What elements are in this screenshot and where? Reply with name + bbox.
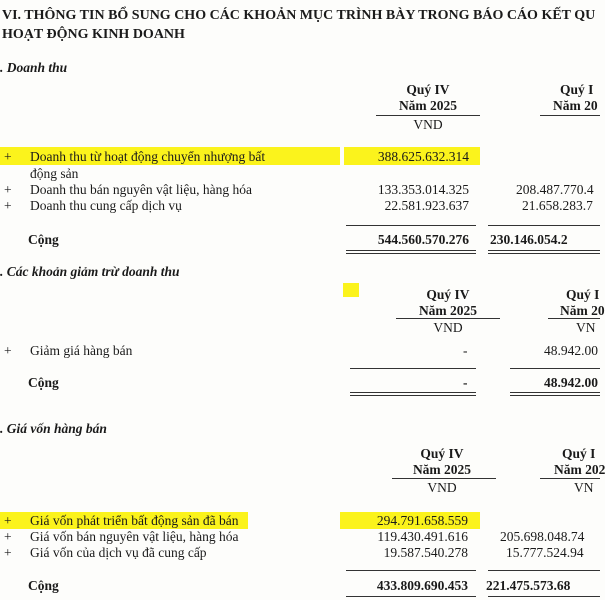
row-label: Doanh thu cung cấp dịch vụ	[30, 198, 182, 213]
col1-quarter: Quý IV	[406, 82, 450, 97]
row-value-col1: 22.581.923.637	[384, 198, 469, 213]
section-title-revenue: . Doanh thu	[0, 60, 68, 75]
row-value-col1: 388.625.632.314	[377, 149, 469, 164]
row-label: Giá vốn của dịch vụ đã cung cấp	[30, 545, 207, 560]
total-top-rule-col2	[488, 225, 600, 226]
row-value-col1: -	[463, 343, 468, 358]
row-value-col2: 205.698.048.74	[500, 529, 585, 544]
row-label: Doanh thu bán nguyên vật liệu, hàng hóa	[30, 182, 252, 197]
col1-unit: VND	[413, 117, 443, 132]
total-bottom-rule	[346, 596, 476, 597]
col1-year: Năm 2025	[398, 98, 458, 113]
highlight-mark	[343, 283, 359, 297]
total-bottom-rule-col2	[488, 596, 600, 597]
section-title-cost-of-sales: . Giá vốn hàng bán	[0, 421, 107, 436]
total-value-col1: 544.560.570.276	[377, 232, 469, 247]
col2-year: Năm 20	[560, 303, 605, 318]
col2-header-rule	[540, 115, 600, 116]
total-value-col1: 433.809.690.453	[376, 578, 468, 593]
total-bottom-rule-col2-double	[488, 253, 600, 254]
total-bottom-rule-col2	[510, 392, 600, 393]
col2-unit: VN	[576, 320, 596, 335]
col2-header-rule	[548, 318, 600, 319]
col1-unit: VND	[427, 480, 457, 495]
col1-header-rule	[396, 318, 500, 319]
row-mark: +	[4, 343, 12, 358]
row-value-col1: 119.430.491.616	[377, 529, 468, 544]
col2-quarter: Quý I	[566, 287, 600, 302]
col2-header-rule	[540, 478, 600, 479]
total-top-rule-col2	[510, 368, 600, 369]
col1-unit: VND	[433, 320, 463, 335]
row-value-col1: 294.791.658.559	[376, 513, 468, 528]
row-mark: +	[4, 545, 12, 560]
row-label: Giá vốn phát triển bất động sản đã bán	[30, 513, 239, 528]
row-label: Doanh thu từ hoạt động chuyển nhượng bất	[30, 149, 266, 164]
row-mark: +	[4, 529, 12, 544]
total-top-rule	[350, 368, 476, 369]
col2-year: Năm 202	[554, 462, 605, 477]
total-bottom-rule	[346, 250, 476, 251]
row-value-col1: 19.587.540.278	[383, 545, 468, 560]
total-top-rule	[346, 225, 476, 226]
total-value-col2: 221.475.573.68	[486, 578, 571, 593]
col2-year: Năm 20	[553, 98, 598, 113]
total-top-rule	[346, 570, 476, 571]
row-mark: +	[4, 182, 12, 197]
total-label: Cộng	[28, 232, 59, 247]
col1-quarter: Quý IV	[426, 287, 470, 302]
total-bottom-rule-double	[346, 253, 476, 254]
row-mark: +	[4, 513, 12, 528]
total-bottom-rule-double	[350, 395, 476, 396]
row-label: Giá vốn bán nguyên vật liệu, hàng hóa	[30, 529, 239, 544]
total-label: Cộng	[28, 375, 59, 390]
total-value-col1: -	[463, 375, 468, 390]
col1-header-rule	[392, 478, 496, 479]
row-label-continued: động sản	[30, 166, 79, 181]
row-label: Giảm giá hàng bán	[30, 343, 133, 358]
row-value-col2: 208.487.770.4	[516, 182, 594, 197]
section-title-deductions: . Các khoản giảm trừ doanh thu	[0, 264, 180, 279]
row-mark: +	[4, 149, 12, 164]
row-value-col2: 15.777.524.94	[506, 545, 584, 560]
col1-year: Năm 2025	[412, 462, 472, 477]
row-value-col1: 133.353.014.325	[377, 182, 469, 197]
row-value-col2: 48.942.00	[544, 343, 598, 358]
col2-quarter: Quý I	[560, 82, 594, 97]
col1-year: Năm 2025	[418, 303, 478, 318]
total-value-col2: 48.942.00	[544, 375, 598, 390]
total-value-col2: 230.146.054.2	[490, 232, 568, 247]
col2-quarter: Quý I	[562, 446, 596, 461]
col1-header-rule	[376, 115, 480, 116]
total-bottom-rule-col2-double	[510, 395, 600, 396]
total-bottom-rule	[350, 392, 476, 393]
col1-quarter: Quý IV	[420, 446, 464, 461]
report-heading-line2: HOẠT ĐỘNG KINH DOANH	[2, 27, 185, 42]
total-top-rule-col2	[488, 570, 600, 571]
report-heading-line1: VI. THÔNG TIN BỔ SUNG CHO CÁC KHOẢN MỤC TRÌNH BÀY TRONG BÁO CÁO KẾT QU	[2, 8, 596, 23]
row-value-col2: 21.658.283.7	[522, 198, 593, 213]
total-label: Cộng	[28, 578, 59, 593]
row-mark: +	[4, 198, 12, 213]
total-bottom-rule-col2	[488, 250, 600, 251]
col2-unit: VN	[574, 480, 594, 495]
